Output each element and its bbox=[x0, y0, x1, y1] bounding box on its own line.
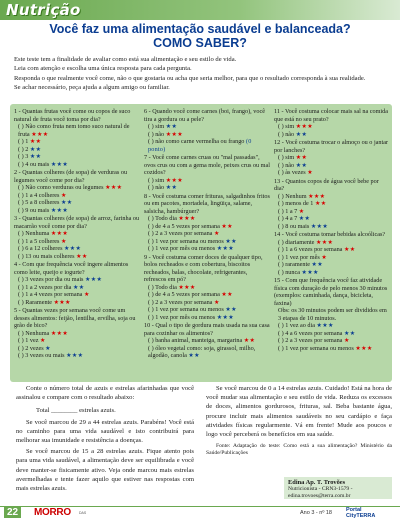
red-star-icon: ★★ bbox=[314, 200, 327, 207]
results-instruction: Conte o número total de azuis e estrelas afarinhadas que você assinalou e compare com o resultado abaixo: bbox=[16, 385, 194, 402]
red-star-icon: ★★ bbox=[221, 291, 233, 298]
blue-star-icon: ★★ bbox=[298, 215, 311, 222]
intro-line: Este teste tem a finalidade de avaliar como está sua alimentação e seu estilo de vida. bbox=[14, 56, 237, 63]
answer-option[interactable] bbox=[14, 184, 140, 192]
option-label: ( ) 1 vez bbox=[18, 337, 39, 344]
option-label: ( ) sim bbox=[278, 123, 295, 130]
question-text: 10 - Qual o tipo de gordura mais usada na sua casa para cozinhar os alimentos? bbox=[144, 322, 270, 337]
answer-option[interactable] bbox=[14, 337, 140, 345]
red-star-icon: ★★ bbox=[76, 252, 88, 260]
question-text: 11 - Você costuma colocar mais sal na comida que está no seu prato? bbox=[274, 108, 388, 123]
option-label: ( ) Raramente bbox=[18, 298, 53, 306]
page-title bbox=[0, 22, 400, 50]
red-star-icon: ★ bbox=[60, 191, 67, 199]
quiz-question bbox=[14, 215, 140, 260]
quiz-question bbox=[274, 108, 390, 138]
partner-logo-line2: CityTERRA bbox=[346, 512, 376, 519]
red-star-icon: ★★★ bbox=[50, 230, 69, 237]
red-star-icon: ★ bbox=[298, 207, 305, 215]
quiz-question bbox=[14, 108, 140, 168]
blue-star-icon: ★★ bbox=[165, 123, 178, 130]
option-label: ( ) 8 ou mais bbox=[278, 222, 310, 230]
red-star-icon: ★ bbox=[213, 230, 220, 237]
partner-logo-line1: Portal bbox=[346, 507, 362, 513]
blue-star-icon: ★★★ bbox=[310, 222, 329, 230]
blue-star-icon: ★★ bbox=[295, 130, 308, 138]
blue-star-icon: ★★★ bbox=[216, 313, 234, 321]
option-label: ( ) 2 a 3 vezes por semana bbox=[148, 298, 213, 306]
answer-option[interactable] bbox=[274, 200, 390, 208]
source-note: Fonte: Adaptação do teste: Como está a sua alimentação? Ministério da Saúde/Publicações bbox=[206, 443, 392, 457]
blue-star-icon: ★★ bbox=[29, 145, 42, 153]
answer-option[interactable] bbox=[14, 284, 140, 292]
option-label: ( ) Nenhuma bbox=[18, 329, 50, 337]
answer-option[interactable] bbox=[14, 299, 140, 307]
option-label: ( ) 1 vez por mês ou menos bbox=[148, 313, 216, 321]
blue-star-icon: ★★★ bbox=[50, 160, 69, 168]
blue-star-icon: ★★ bbox=[29, 153, 42, 160]
option-label: ( ) de 4 a 5 vezes por semana bbox=[148, 222, 220, 230]
red-star-icon: ★★ bbox=[221, 222, 233, 230]
answer-option[interactable] bbox=[14, 230, 140, 238]
blue-star-icon: ★★ bbox=[295, 161, 308, 169]
answer-option[interactable] bbox=[14, 291, 140, 299]
answer-option[interactable] bbox=[14, 192, 140, 200]
quiz-question bbox=[144, 154, 270, 192]
option-label: ( ) 9 ou mais bbox=[18, 206, 50, 214]
option-label: ( ) 1 vez por semana ou menos bbox=[148, 306, 224, 313]
answer-option[interactable] bbox=[14, 123, 140, 138]
question-text: 5 - Quantas vezes por semana você come um desses alimentos: feijão, lentilha, ervilha, soja ou grão de bico? bbox=[14, 307, 136, 329]
red-star-icon: ★★★ bbox=[50, 329, 69, 337]
question-text: 13 - Quantos copos de água você bebe por dia? bbox=[274, 177, 379, 192]
results-right bbox=[206, 384, 392, 459]
quiz-question bbox=[274, 139, 390, 177]
quiz-column-3 bbox=[274, 108, 390, 353]
footer bbox=[0, 506, 400, 519]
answer-option[interactable] bbox=[274, 193, 390, 201]
red-star-icon: ★★ bbox=[29, 138, 42, 145]
blue-star-icon: ★★★ bbox=[301, 268, 319, 276]
option-label: ( ) Todo dia bbox=[148, 215, 177, 222]
answer-option[interactable] bbox=[274, 169, 390, 177]
answer-option[interactable] bbox=[144, 215, 270, 223]
red-star-icon: ★★★ bbox=[178, 283, 196, 291]
answer-option[interactable] bbox=[274, 345, 390, 353]
option-label: ( ) 4 a 6 vezes por semana bbox=[278, 329, 343, 337]
answer-option[interactable] bbox=[14, 276, 140, 284]
quiz-question bbox=[274, 178, 390, 231]
answer-option[interactable] bbox=[274, 307, 390, 322]
quiz-column-2 bbox=[144, 108, 270, 361]
blue-star-icon: ★★★ bbox=[50, 206, 69, 214]
option-label: ( ) Nenhum bbox=[278, 192, 307, 200]
answer-option[interactable] bbox=[144, 306, 270, 314]
answer-option[interactable] bbox=[144, 238, 270, 246]
option-label: ( ) 4 ou mais bbox=[18, 160, 50, 168]
option-label: ( ) 1 a 2 vezes por dia bbox=[18, 283, 72, 291]
option-label: ( ) 2 a 3 vezes por semana bbox=[148, 230, 213, 237]
brand-logo: MORRO bbox=[34, 507, 71, 518]
answer-option[interactable] bbox=[14, 161, 140, 169]
answer-option[interactable] bbox=[274, 269, 390, 277]
answer-option[interactable] bbox=[14, 138, 140, 146]
answer-option[interactable] bbox=[144, 291, 270, 299]
quiz-question bbox=[274, 277, 390, 352]
red-star-icon: ★★ bbox=[243, 337, 256, 344]
answer-option[interactable] bbox=[144, 131, 270, 139]
option-label: ( ) 13 ou mais colheres bbox=[18, 252, 75, 260]
answer-option[interactable] bbox=[14, 352, 140, 360]
intro-text bbox=[14, 55, 390, 93]
question-text: 15 - Com que frequência você faz atividade física com duração de pelo menos 30 minutos (exemplos: caminhada, dança, bicicleta, faxina) bbox=[274, 277, 388, 307]
quiz-panel bbox=[10, 104, 392, 382]
blue-star-icon: ★★★ bbox=[85, 276, 103, 283]
option-label: ( ) Não como fruta nem tomo suco natural de fruta bbox=[18, 123, 130, 138]
answer-option[interactable] bbox=[274, 239, 390, 247]
red-star-icon: ★ bbox=[40, 337, 46, 344]
answer-option[interactable] bbox=[144, 230, 270, 238]
option-label: ( ) Não como verduras ou legumes bbox=[18, 184, 104, 191]
red-star-icon: ★★ bbox=[343, 246, 356, 253]
blue-star-icon: ★★ bbox=[225, 237, 237, 245]
question-text: 6 - Quando você come carnes (boi, frango), você tira a gordura ou a pele? bbox=[144, 108, 265, 123]
option-label: ( ) 1 vez por mês bbox=[278, 253, 320, 261]
answer-option[interactable] bbox=[274, 261, 390, 269]
blue-star-icon: ★★★ bbox=[64, 245, 82, 252]
option-label: ( ) não como carne vermelha ou frango bbox=[148, 138, 245, 145]
red-star-icon: ★ bbox=[343, 337, 350, 344]
author-name: Edina Ap. T. Trovões bbox=[288, 479, 346, 486]
option-label: ( ) sim bbox=[148, 176, 165, 184]
option-label: ( ) 1 a 5 colheres bbox=[18, 237, 60, 245]
answer-option[interactable] bbox=[144, 184, 270, 192]
answer-option[interactable] bbox=[144, 177, 270, 185]
red-star-icon: ★★ bbox=[295, 154, 308, 161]
option-label: ( ) 1 vez por mês ou menos bbox=[148, 245, 216, 252]
answer-option[interactable] bbox=[14, 238, 140, 246]
result-low: Se você marcou de 0 a 14 estrelas azuis. Cuidado! Está na hora de você mudar sua alimentação e seu estilo de vida. Reduza os excessos de doces, alimentos gordurosos, frituras, sal. Beba bastante água, procure incluir mais alimentos saudáveis no seu cardápio e faça atividades físicas regularmente. Vá em frente! Mude aos poucos e logo você perceberá os benefícios em sua saúde. bbox=[206, 385, 392, 439]
option-label: ( ) nunca bbox=[278, 268, 300, 276]
answer-option[interactable] bbox=[274, 337, 390, 345]
page-title-line1: Você faz uma alimentação saudável e balanceada? bbox=[49, 22, 351, 36]
option-label: ( ) não bbox=[148, 130, 165, 138]
option-label: ( ) não bbox=[278, 161, 295, 169]
answer-option[interactable] bbox=[274, 246, 390, 254]
answer-option[interactable] bbox=[274, 322, 390, 330]
option-label: ( ) 2 vezes bbox=[18, 344, 44, 352]
question-text: 8 - Você costuma comer frituras, salgadinhos fritos ou em pacotes, mortadela, lingüiça, salame, salsicha, hambúrguer? bbox=[144, 192, 270, 215]
option-label: ( ) 1 a 6 vezes por semana bbox=[278, 246, 343, 253]
answer-option[interactable] bbox=[274, 223, 390, 231]
option-label: ( ) 3 vezes ou mais bbox=[18, 352, 65, 359]
answer-option[interactable] bbox=[274, 254, 390, 262]
option-label: ( ) não bbox=[278, 130, 295, 138]
answer-option[interactable] bbox=[274, 154, 390, 162]
option-label: ( ) 1 vez ao dia bbox=[278, 322, 315, 329]
red-star-icon: ★★★ bbox=[31, 130, 49, 138]
red-star-icon: ★ bbox=[60, 237, 67, 245]
issue-number: Ano 3 - nº 18 bbox=[300, 510, 332, 516]
question-text: 4 - Com que frequência você ingere alimentos como leite, queijo e iogurte? bbox=[14, 261, 129, 276]
answer-option[interactable] bbox=[274, 208, 390, 216]
result-mid: Se você marcou de 15 a 28 estrelas azuis. Fique atento pois para uma vida saudável, a alimentação deve ser equilibrada e você deve manter-se fisicamente ativo. Veja onde marcou mais estrelas avermelhadas e tente fazer aquilo que estiver nas respostas com mais estrelas azuis. bbox=[16, 448, 194, 493]
answer-option[interactable] bbox=[274, 123, 390, 131]
blue-star-icon: (0 ponto) bbox=[148, 138, 252, 153]
question-text: 9 - Você costuma comer doces de qualquer tipo, bolos recheados e com cobertura, biscoitos recheados, balas, chocolate, refrigerantes, refrescos em pó? bbox=[144, 253, 263, 283]
answer-option[interactable] bbox=[144, 284, 270, 292]
blue-star-icon: ★★★ bbox=[216, 245, 234, 252]
option-label: ( ) de 4 a 5 vezes por semana bbox=[148, 291, 220, 298]
option-label: ( ) às vezes bbox=[278, 169, 306, 176]
red-star-icon: ★★★ bbox=[315, 238, 334, 246]
red-star-icon: ★★★ bbox=[178, 215, 196, 222]
answer-option[interactable] bbox=[14, 253, 140, 261]
option-label: ( ) 4 a 7 bbox=[278, 215, 298, 222]
answer-option[interactable] bbox=[274, 131, 390, 139]
answer-option[interactable] bbox=[14, 330, 140, 338]
option-label: ( ) sim bbox=[148, 123, 165, 130]
option-label: ( ) 1 vez por semana ou menos bbox=[148, 237, 224, 245]
answer-option[interactable] bbox=[274, 330, 390, 338]
answer-option[interactable] bbox=[144, 337, 270, 345]
quiz-question bbox=[144, 108, 270, 153]
option-label: ( ) banha animal, manteiga, margarina bbox=[148, 337, 243, 344]
page-title-line2: COMO SABER? bbox=[153, 36, 247, 50]
option-label: ( ) 6 a 12 colheres bbox=[18, 245, 63, 252]
answer-option[interactable] bbox=[144, 299, 270, 307]
option-label: ( ) raramente bbox=[278, 261, 310, 268]
option-label: ( ) não bbox=[148, 184, 165, 191]
blue-star-icon: ★ bbox=[45, 344, 51, 352]
red-star-icon: ★★★ bbox=[53, 298, 71, 306]
red-star-icon: ★ bbox=[83, 291, 90, 298]
option-label: ( ) Nenhuma bbox=[18, 230, 50, 237]
option-label: ( ) 1 vez por semana ou menos bbox=[278, 344, 354, 352]
red-star-icon: ★★★ bbox=[165, 130, 183, 138]
intro-line: Leia com atenção e escolha uma única resposta para cada pergunta. bbox=[14, 65, 192, 73]
page-number: 22 bbox=[4, 507, 21, 518]
blue-star-icon: ★★ bbox=[343, 329, 356, 337]
brand-logo-sub: DAS bbox=[79, 511, 87, 515]
quiz-question bbox=[14, 169, 140, 214]
option-label: ( ) 3 vezes por dia ou mais bbox=[18, 276, 84, 283]
blue-star-icon: ★★ bbox=[225, 306, 237, 313]
red-star-icon: ★★★ bbox=[105, 184, 123, 191]
question-text: 14 - Você costuma tomar bebidas alcoólicas? bbox=[274, 231, 386, 238]
answer-option[interactable] bbox=[14, 207, 140, 215]
results-left bbox=[16, 384, 194, 495]
answer-option[interactable] bbox=[144, 123, 270, 131]
red-star-icon: ★ bbox=[213, 298, 220, 306]
blue-star-icon: ★★ bbox=[60, 199, 73, 206]
quiz-question bbox=[144, 193, 270, 253]
option-label: ( ) menos de 1 bbox=[278, 200, 314, 207]
question-text: 1 - Quantas frutas você come ou copos de suco natural de fruta você toma por dia? bbox=[14, 108, 131, 123]
option-label: ( ) 1 a 7 bbox=[278, 207, 298, 215]
answer-option[interactable] bbox=[14, 199, 140, 207]
question-text: 3 - Quantas colheres (de sopa) de arroz, farinha ou macarrão você come por dia? bbox=[14, 215, 140, 230]
intro-line: Responda o que realmente você come, não o que gostaria ou acha que seria melhor, para que o resultado corresponda à sua realidade. bbox=[14, 74, 366, 82]
blue-star-icon: ★★★ bbox=[66, 352, 84, 359]
option-label: ( ) sim bbox=[278, 154, 295, 161]
option-label: ( ) 1 a 4 vezes por semana bbox=[18, 291, 83, 298]
answer-option[interactable] bbox=[144, 314, 270, 322]
quiz-question bbox=[274, 231, 390, 276]
answer-option[interactable] bbox=[144, 138, 270, 153]
blue-star-icon: ★★ bbox=[72, 283, 85, 291]
red-star-icon: ★★★ bbox=[308, 192, 326, 200]
partner-logo bbox=[346, 508, 375, 519]
answer-option[interactable] bbox=[14, 245, 140, 253]
answer-option[interactable] bbox=[144, 223, 270, 231]
answer-option[interactable] bbox=[14, 146, 140, 154]
result-high: Se você marcou de 29 a 44 estrelas azuis. Parabéns! Você está no caminho para uma vida saudável e isto contribuirá para melhorar sua imunidade e resistência a doenças. bbox=[16, 418, 194, 445]
author-credit bbox=[284, 477, 392, 499]
answer-option[interactable] bbox=[144, 245, 270, 253]
question-text: 12 - Você costuma trocar o almoço ou o jantar por lanches? bbox=[274, 139, 389, 154]
question-text: 7 - Você come carnes cruas ou "mal passadas", ovos crus ou com a gema mole, peixes crus ou mal cozidos? bbox=[144, 154, 270, 176]
total-line: Total ________ estrelas azuis. bbox=[36, 407, 116, 415]
intro-line: Se achar necessário, peça ajuda a algum amigo ou familiar. bbox=[14, 84, 170, 92]
answer-option[interactable] bbox=[274, 162, 390, 170]
answer-option[interactable] bbox=[274, 215, 390, 223]
option-label: ( ) 5 a 8 colheres bbox=[18, 199, 60, 206]
quiz-question bbox=[14, 307, 140, 360]
red-star-icon: ★★★ bbox=[295, 123, 313, 130]
quiz-question bbox=[144, 322, 270, 360]
author-role: Nutricionista - CRN3-1579 - edina.trovoes@terra.com.br bbox=[288, 486, 353, 499]
quiz-column-1 bbox=[14, 108, 140, 361]
option-label: ( ) 1 a 4 colheres bbox=[18, 191, 60, 199]
option-label: ( ) 3 bbox=[18, 153, 29, 160]
red-star-icon: ★ bbox=[307, 169, 313, 176]
answer-option[interactable] bbox=[14, 345, 140, 353]
question-text: 2 - Quantas colheres (de sopa) de verduras ou legumes você come por dia? bbox=[14, 169, 128, 184]
option-label: ( ) diariamente bbox=[278, 238, 315, 246]
red-star-icon: ★ bbox=[321, 253, 328, 261]
quiz-question bbox=[144, 254, 270, 322]
answer-option[interactable] bbox=[144, 345, 270, 360]
blue-star-icon: ★★ bbox=[311, 261, 323, 268]
option-label: ( ) 2 bbox=[18, 145, 29, 153]
red-star-icon: ★★★ bbox=[165, 176, 183, 184]
quiz-question bbox=[14, 261, 140, 306]
option-label: ( ) 1 bbox=[18, 138, 29, 145]
blue-star-icon: ★★★ bbox=[316, 322, 334, 329]
option-label: Obs: os 30 minutos podem ser divididos em 3 etapas de 10 minutos. bbox=[278, 307, 387, 322]
answer-option[interactable] bbox=[14, 153, 140, 161]
section-title: Nutrição bbox=[6, 1, 81, 19]
blue-star-icon: ★★ bbox=[188, 352, 200, 359]
option-label: ( ) óleo vegetal como: soja, girassol, milho, algodão, canola bbox=[148, 344, 256, 359]
blue-star-icon: ★★ bbox=[165, 184, 178, 191]
option-label: ( ) 2 a 3 vezes por semana bbox=[278, 337, 343, 344]
red-star-icon: ★★★ bbox=[355, 344, 373, 352]
option-label: ( ) Todo dia bbox=[148, 283, 177, 291]
